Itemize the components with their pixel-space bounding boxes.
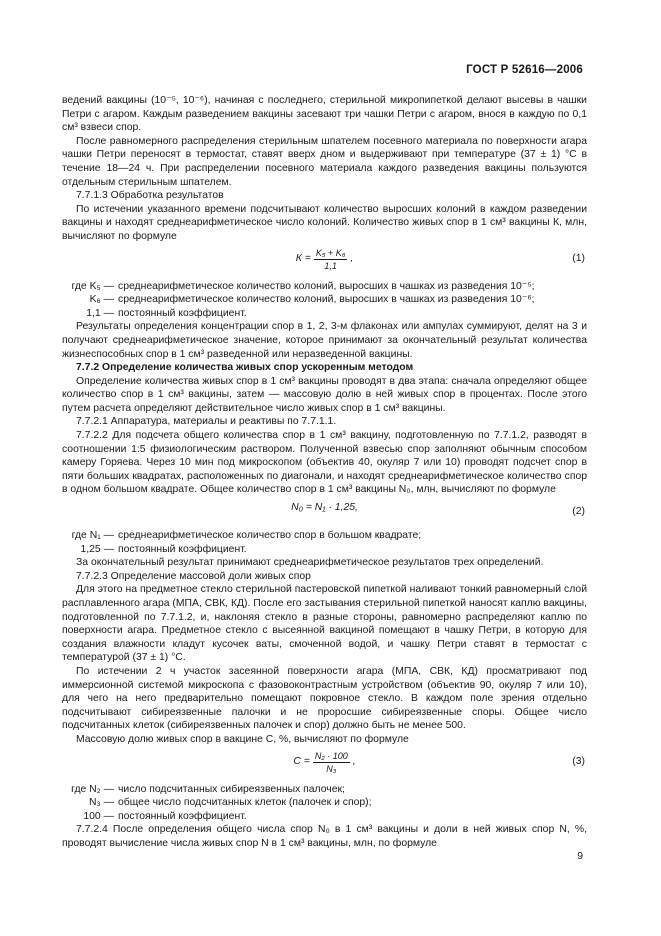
paragraph: 7.7.2.4 После определения общего числа спор N₀ в 1 см³ вакцины и доли в ней живых спор N, %, проводят вычисление числа живых спор N в 1 см³ вакцины, млн, по формуле: [62, 824, 587, 849]
document-body: [62, 94, 587, 851]
equation-number: (2): [572, 506, 585, 518]
fraction: [314, 248, 348, 271]
fraction: [313, 751, 350, 774]
paragraph: Для этого на предметное стекло стерильной пастеровской пипеткой наливают тонкий равномерный слой расплавленного агара (МПА, СВК, КД). После его застывания стерильной пипеткой наносят каплю вакцины, подготовленной по 7.7.1.2, и, наклоняя стекло в разные стороны, равномерно распределяют каплю по поверхности агара. Предметное стекло с высеянной вакциной помещают в чашку Петри, в которую для создания влажности кладут кусочек ваты, смоченной водой, и чашку Петри ставят в термостат с температурой (37 ± 1) °С.: [62, 584, 587, 664]
definition-text: число подсчитанных сибиреязвенных палочек;: [118, 783, 345, 795]
definition-symbol: N₃ —: [88, 797, 114, 809]
equation-number: (1): [572, 252, 585, 264]
paragraph: 7.7.2.1 Аппаратура, материалы и реактивы по 7.7.1.1.: [76, 416, 337, 428]
definition-text: среднеарифметическое количество спор в большом квадрате;: [118, 530, 422, 542]
definition-text: среднеарифметическое количество колоний, выросших в чашках из разведения 10⁻⁶;: [118, 294, 535, 306]
section-heading: 7.7.2 Определение количества живых спор ускоренным методом: [76, 362, 414, 374]
definition-row: [62, 307, 587, 321]
section-heading: 7.7.2.3 Определение массовой доли живых спор: [76, 570, 311, 582]
formula-tail: ,: [352, 756, 356, 768]
paragraph: Результаты определения концентрации спор в 1, 2, 3-м флаконах или ампулах суммируют, делят на 3 и получают среднеарифметическое значение, которое принимают за окончательный результат количества жизнеспособных спор в 1 см³ разведенной или неразведенной вакцины.: [62, 321, 587, 360]
definition-row: [62, 796, 587, 810]
definition-symbol: где N₂ —: [71, 783, 114, 795]
fraction-numerator: N₂ · 100: [314, 750, 348, 761]
paragraph: Массовую долю живых спор в вакцине С, %, вычисляют по формуле: [76, 733, 409, 745]
definition-symbol: 100 —: [83, 810, 114, 822]
definition-text: постоянный коэффициент.: [118, 810, 247, 822]
paragraph: 7.7.2.2 Для подсчета общего количества спор в 1 см³ вакцину, подготовленную по 7.7.1.2, разводят в соотношении 1:5 физиологическим раствором. Полученной взвесью спор заполняют обычным способом камеру Горяева. Через 10 мин под микроскопом (объектив 40, окуляр 7 или 10) проводят подсчет спор в пяти больших квадратах, расположенных по диагонали, и находят среднеарифметическое количество спор в одном большом квадрате. Общее количество спор в 1 см³ вакцины N₀, млн, вычисляют по формуле: [62, 430, 587, 496]
formula-expression: N₀ = N₁ · 1,25,: [291, 502, 358, 514]
formula-lhs: К =: [295, 253, 311, 265]
document-id: ГОСТ Р 52616—2006: [466, 64, 583, 76]
section-heading: 7.7.1.3 Обработка результатов: [76, 190, 224, 202]
formula-1: [62, 248, 587, 278]
definition-symbol: K₆ —: [89, 294, 114, 306]
paragraph: По истечении указанного времени подсчитывают количество выросших колоний в каждом разведении вакцины и находят среднеарифметическое число колоний. Количество живых спор в 1 см³ вакцины К, млн, вычисляют по формуле: [62, 203, 587, 242]
formula-tail: ,: [350, 253, 354, 265]
definition-symbol: 1,25 —: [80, 543, 114, 555]
definition-symbol: где N₁ —: [71, 530, 114, 542]
definition-text: среднеарифметическое количество колоний, выросших в чашках из разведения 10⁻⁵;: [118, 280, 535, 292]
definition-text: постоянный коэффициент.: [118, 307, 247, 319]
paragraph: После равномерного распределения стерильным шпателем посевного материала по поверхности агара чашки Петри переносят в термостат, ставят вверх дном и выдерживают при температуре (37 ± 1) °С в течение 18—24 ч. При распределении посевного материала каждого разведения вакцины пользуются отдельным стерильным шпателем.: [62, 135, 587, 188]
equation-number: (3): [572, 755, 585, 767]
paragraph: Определение количества живых спор в 1 см³ вакцины проводят в два этапа: сначала определяют общее количество спор в 1 см³ вакцины, затем — массовую долю в ней живых спор в процентах. После этого путем расчета определяют действительное число живых спор в 1 см³ вакцины.: [62, 375, 587, 414]
definition-text: общее число подсчитанных клеток (палочек и спор);: [118, 797, 372, 809]
definition-row: [62, 529, 587, 543]
paragraph: ведений вакцины (10⁻⁵, 10⁻⁶), начиная с последнего, стерильной микропипеткой делают высевы в чашки Петри с агаром. Каждым разведением вакцины засевают три чашки Петри с агаром, внося в каждую по 0,1 см³ взвеси спор.: [62, 95, 587, 134]
definition-symbol: где K₅ —: [71, 280, 114, 292]
paragraph: За окончательный результат принимают среднеарифметическое результатов трех определений.: [76, 557, 544, 569]
fraction-denominator: N₃: [326, 763, 337, 774]
definition-symbol: 1,1 —: [86, 307, 114, 319]
fraction-numerator: K₅ + K₆: [315, 247, 346, 258]
definition-row: [62, 280, 587, 294]
definition-row: [62, 543, 587, 557]
formula-3: [62, 751, 587, 781]
definition-row: [62, 293, 587, 307]
definition-row: [62, 810, 587, 824]
page-number: 9: [577, 851, 583, 862]
definition-row: [62, 783, 587, 797]
formula-lhs: С =: [293, 756, 310, 768]
paragraph: По истечении 2 ч участок засеянной поверхности агара (МПА, СВК, КД) просматривают под иммерсионной системой микроскопа с фазовоконтрастным устройством (объектив 90, окуляр 7 или 10), для чего на него предварительно помещают покровное стекло. В каждом поле зрения отдельно подсчитывают сибиреязвенные палочки и не проросшие сибиреязвенные споры. Общее число подсчитанных клеток (сибиреязвенных палочек и спор) должно быть не менее 500.: [62, 665, 587, 732]
fraction-denominator: 1,1: [324, 260, 337, 271]
definition-text: постоянный коэффициент.: [118, 543, 247, 555]
formula-2: [62, 501, 587, 527]
